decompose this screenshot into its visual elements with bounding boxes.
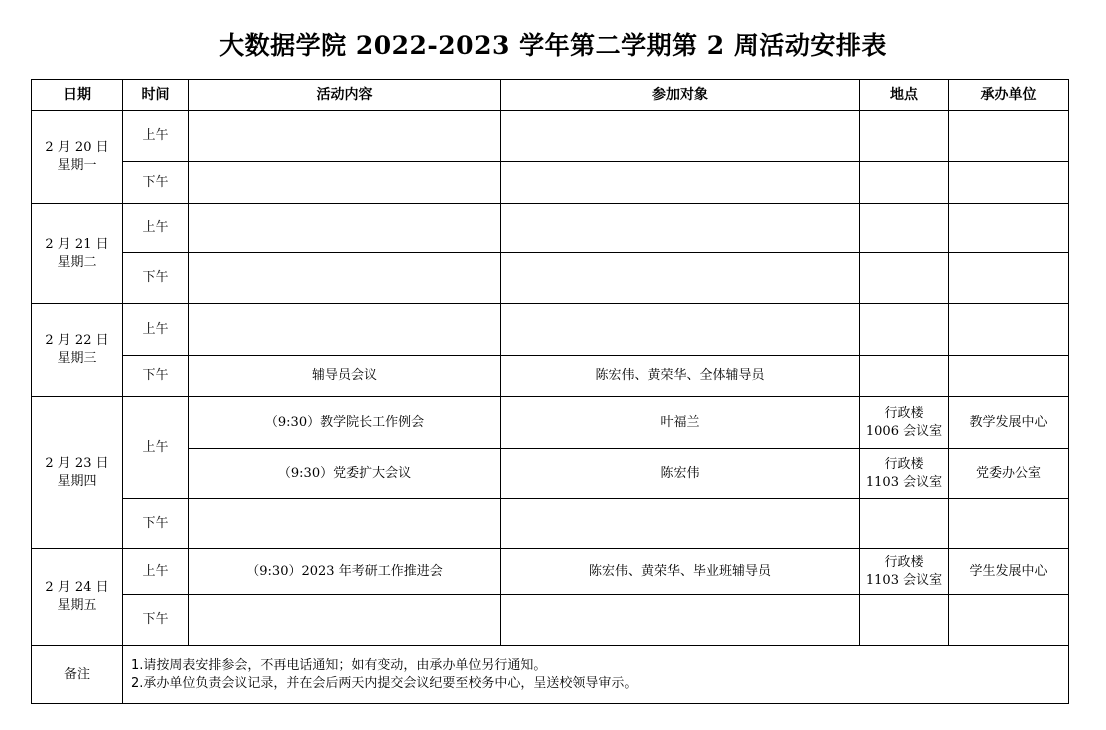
location-room: 1006 会议室 xyxy=(865,423,943,439)
organizer-cell xyxy=(949,204,1069,253)
organizer-cell xyxy=(949,304,1069,356)
location-cell xyxy=(860,499,949,549)
participants-cell: 陈宏伟、黄荣华、毕业班辅导员 xyxy=(501,549,860,595)
participants-cell xyxy=(501,204,860,253)
organizer-cell xyxy=(949,356,1069,397)
table-row xyxy=(32,499,1069,549)
location-building: 行政楼 xyxy=(884,456,924,472)
participants-cell xyxy=(501,253,860,304)
table-row xyxy=(32,304,1069,356)
table-row xyxy=(32,356,1069,397)
page-title: 大数据学院 2022-2023 学年第二学期第 2 周活动安排表 xyxy=(219,31,887,60)
organizer-cell xyxy=(949,253,1069,304)
weekday-text: 星期五 xyxy=(57,598,97,613)
organizer-cell xyxy=(949,162,1069,204)
participants-cell: 陈宏伟 xyxy=(501,449,860,499)
location-room: 1103 会议室 xyxy=(865,474,943,490)
location-cell xyxy=(860,162,949,204)
content-cell xyxy=(189,162,501,204)
notes-row xyxy=(32,646,1069,704)
weekday-text: 星期二 xyxy=(57,254,97,270)
location-cell xyxy=(860,595,949,646)
time-cell: 下午 xyxy=(123,499,189,549)
location-cell xyxy=(860,304,949,356)
header-date: 日期 xyxy=(32,80,123,111)
header-location: 地点 xyxy=(860,80,949,111)
header-participants: 参加对象 xyxy=(501,80,860,111)
date-text: 2 月 22 日 xyxy=(45,333,109,348)
participants-cell xyxy=(501,595,860,646)
content-cell xyxy=(189,253,501,304)
time-cell: 下午 xyxy=(123,595,189,646)
content-cell: （9:30）教学院长工作例会 xyxy=(189,397,501,449)
table-row xyxy=(32,595,1069,646)
content-cell xyxy=(189,204,501,253)
table-row xyxy=(32,253,1069,304)
content-cell xyxy=(189,111,501,162)
time-cell: 上午 xyxy=(123,204,189,253)
organizer-cell: 党委办公室 xyxy=(949,449,1069,499)
organizer-cell xyxy=(949,499,1069,549)
notes-label: 备注 xyxy=(32,646,123,704)
header-content: 活动内容 xyxy=(189,80,501,111)
date-text: 2 月 20 日 xyxy=(45,140,109,155)
content-cell xyxy=(189,595,501,646)
organizer-cell xyxy=(949,111,1069,162)
participants-cell: 叶福兰 xyxy=(501,397,860,449)
time-cell: 上午 xyxy=(123,111,189,162)
date-cell xyxy=(32,397,123,549)
organizer-cell xyxy=(949,595,1069,646)
location-cell xyxy=(860,449,949,499)
date-cell xyxy=(32,549,123,646)
date-text: 2 月 23 日 xyxy=(45,455,109,471)
notes-line-2: 2.承办单位负责会议记录，并在会后两天内提交会议纪要至校务中心，呈送校领导审示。 xyxy=(131,675,638,691)
table-row xyxy=(32,397,1069,449)
weekday-text: 星期三 xyxy=(57,351,97,366)
participants-cell xyxy=(501,304,860,356)
table-row xyxy=(32,162,1069,204)
weekday-text: 星期一 xyxy=(57,158,97,173)
time-cell: 上午 xyxy=(123,549,189,595)
table-row xyxy=(32,549,1069,595)
content-cell: （9:30）党委扩大会议 xyxy=(189,449,501,499)
date-text: 2 月 24 日 xyxy=(45,580,109,595)
location-building: 行政楼 xyxy=(884,554,924,570)
notes-line-1: 1.请按周表安排参会，不再电话通知；如有变动，由承办单位另行通知。 xyxy=(131,657,547,673)
date-cell xyxy=(32,204,123,304)
content-cell xyxy=(189,499,501,549)
organizer-cell: 学生发展中心 xyxy=(949,549,1069,595)
date-cell xyxy=(32,304,123,397)
time-cell: 上午 xyxy=(123,397,189,499)
location-cell xyxy=(860,253,949,304)
participants-cell xyxy=(501,162,860,204)
header-organizer: 承办单位 xyxy=(949,80,1069,111)
time-cell: 上午 xyxy=(123,304,189,356)
location-cell xyxy=(860,204,949,253)
header-time: 时间 xyxy=(123,80,189,111)
content-cell xyxy=(189,304,501,356)
participants-cell: 陈宏伟、黄荣华、全体辅导员 xyxy=(501,356,860,397)
table-row xyxy=(32,111,1069,162)
location-cell xyxy=(860,549,949,595)
notes-cell xyxy=(123,646,1069,704)
table-row xyxy=(32,204,1069,253)
date-text: 2 月 21 日 xyxy=(45,236,109,252)
content-cell: 辅导员会议 xyxy=(189,356,501,397)
location-cell xyxy=(860,356,949,397)
location-room: 1103 会议室 xyxy=(865,572,943,588)
header-row xyxy=(32,80,1069,111)
schedule-table xyxy=(31,79,1069,704)
participants-cell xyxy=(501,499,860,549)
time-cell: 下午 xyxy=(123,253,189,304)
date-cell xyxy=(32,111,123,204)
location-building: 行政楼 xyxy=(884,405,924,421)
time-cell: 下午 xyxy=(123,356,189,397)
organizer-cell: 教学发展中心 xyxy=(949,397,1069,449)
time-cell: 下午 xyxy=(123,162,189,204)
weekday-text: 星期四 xyxy=(57,473,97,489)
participants-cell xyxy=(501,111,860,162)
location-cell xyxy=(860,111,949,162)
content-cell: （9:30）2023 年考研工作推进会 xyxy=(189,549,501,595)
location-cell xyxy=(860,397,949,449)
